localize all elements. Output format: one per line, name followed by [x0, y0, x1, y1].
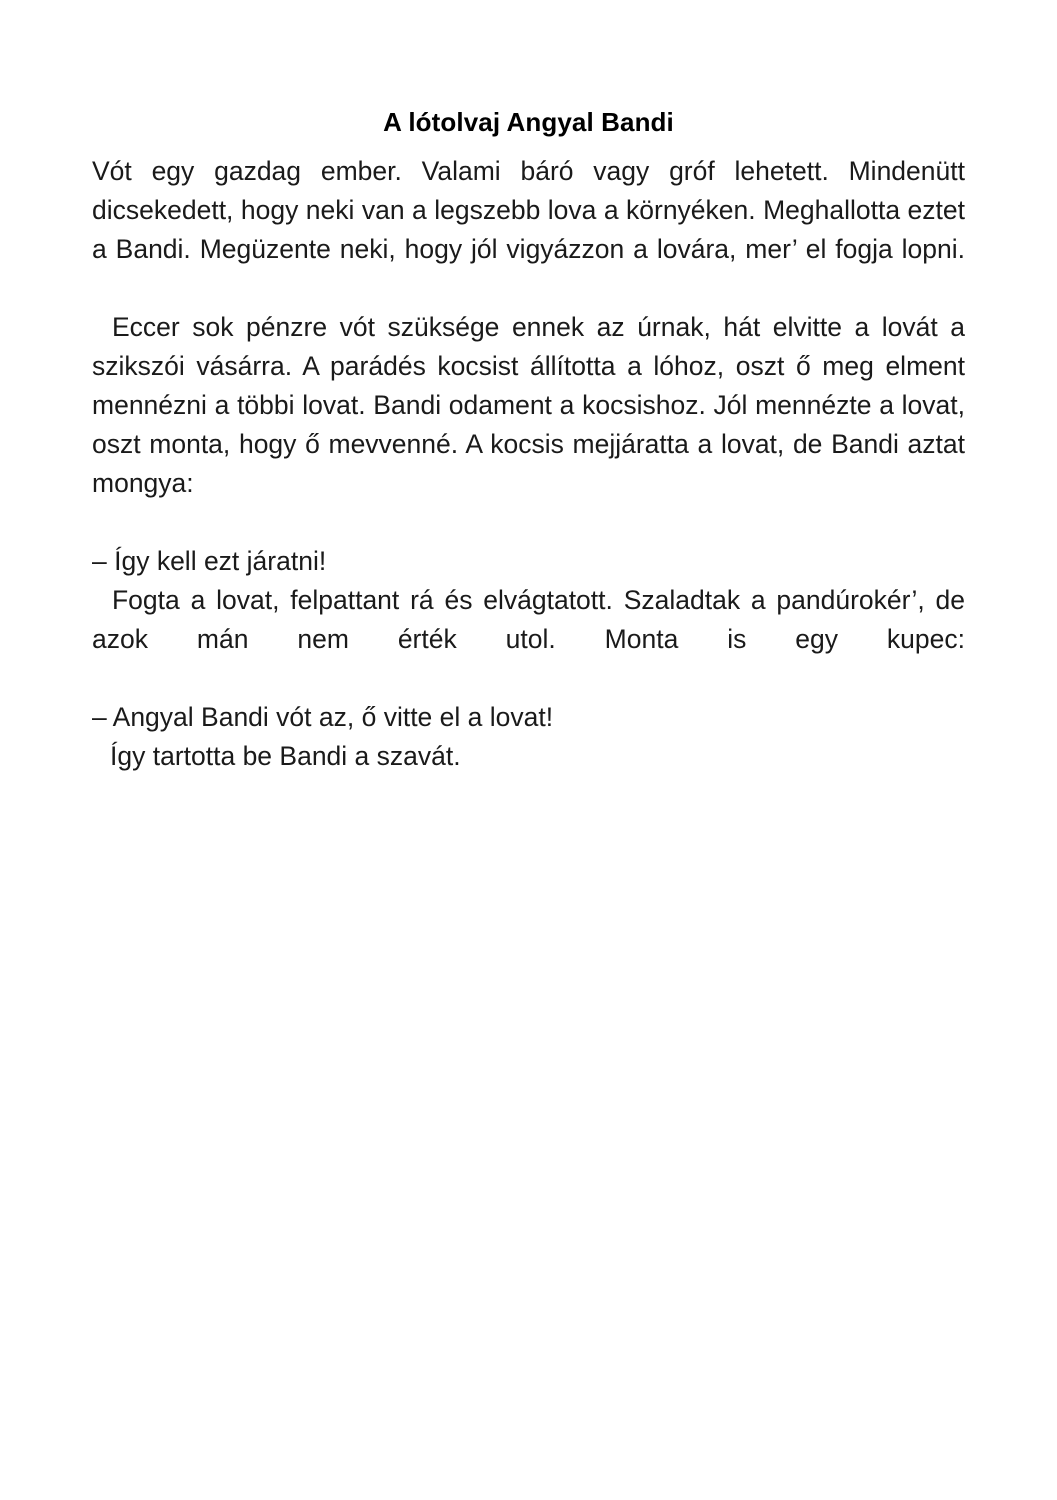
document-body: [92, 152, 965, 776]
dialogue-line-2: – Angyal Bandi vót az, ő vitte el a lovat!: [92, 702, 554, 732]
dialogue-line-1: – Így kell ezt járatni!: [92, 546, 327, 576]
body-paragraph-3: Fogta a lovat, felpattant rá és elvágtatott. Szaladtak a pandúrokér’, de azok mán nem érték utol. Monta is egy kupec:: [92, 585, 965, 654]
body-paragraph-1: Vót egy gazdag ember. Valami báró vagy gróf lehetett. Mindenütt dicsekedett, hogy neki van a legszebb lova a környéken. Meghallotta eztet a Bandi. Megüzente neki, hogy jól vigyázzon a lovára, mer’ el fogja lopni.: [92, 156, 965, 264]
body-paragraph-2: Eccer sok pénzre vót szüksége ennek az úrnak, hát elvitte a lovát a szikszói vásárra. A parádés kocsist állította a lóhoz, oszt ő meg elment mennézni a többi lovat. Bandi odament a kocsishoz. Jól mennézte a lovat, oszt monta, hogy ő mevvenné. A kocsis mejjáratta a lovat, de Bandi aztat mongya:: [92, 312, 965, 498]
closing-line: Így tartotta be Bandi a szavát.: [110, 741, 461, 771]
page-title: A lótolvaj Angyal Bandi: [383, 107, 674, 138]
